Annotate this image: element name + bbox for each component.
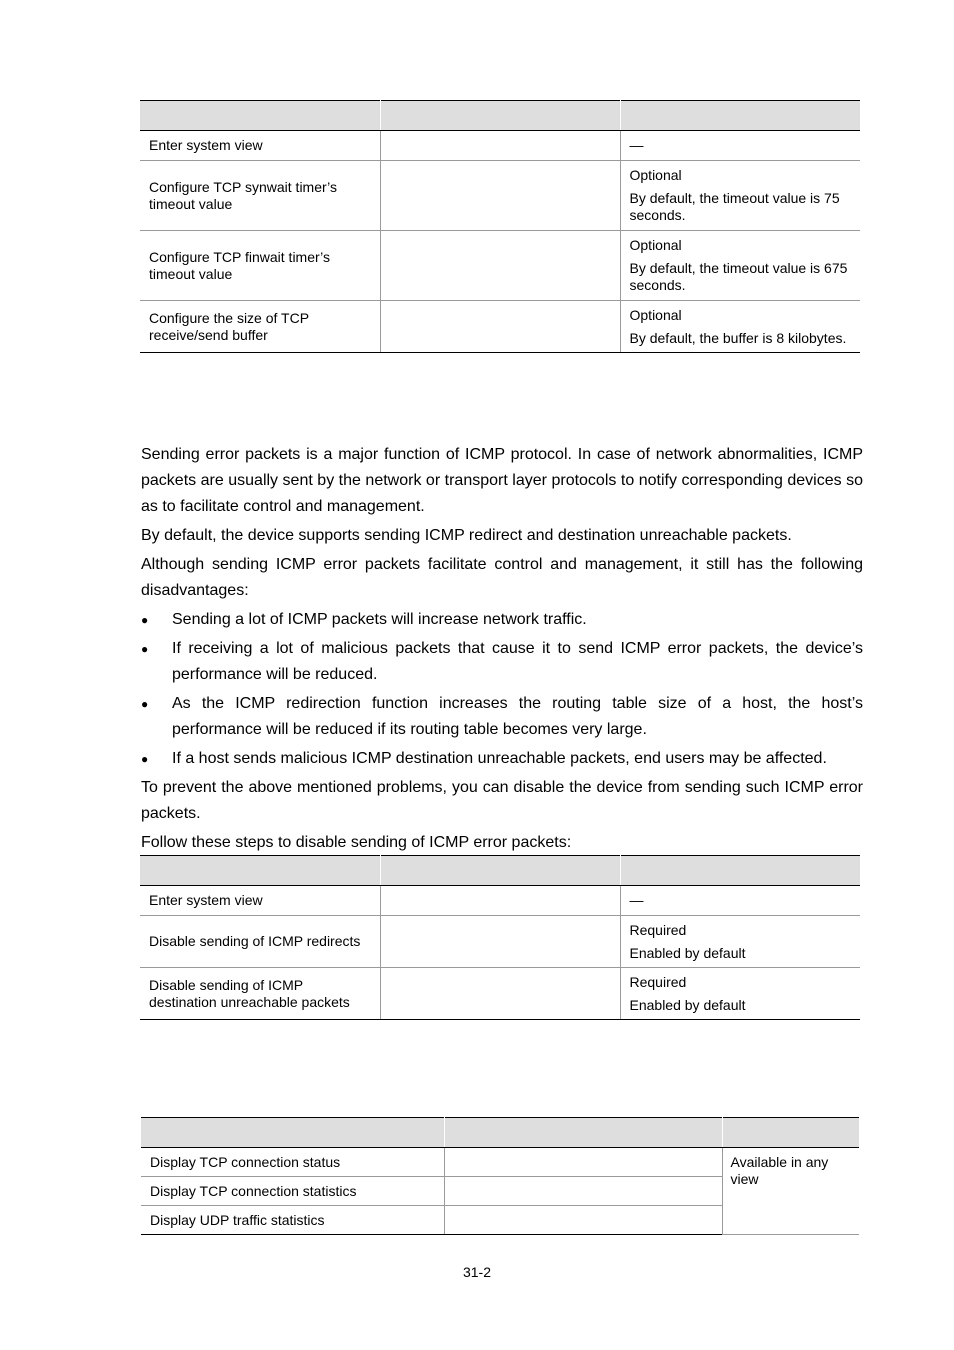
remark-line: Required xyxy=(629,974,687,990)
header-remarks xyxy=(722,1118,859,1148)
header-operation xyxy=(141,1118,444,1148)
command-cell xyxy=(380,231,620,301)
list-item xyxy=(141,636,863,688)
operation-cell: Configure the size of TCP receive/send buffer xyxy=(140,301,380,353)
operation-cell: Display TCP connection statistics xyxy=(141,1177,444,1206)
operation-cell: Configure TCP synwait timer’s timeout value xyxy=(140,161,380,231)
remarks-cell xyxy=(620,231,860,301)
operation-cell: Display TCP connection status xyxy=(141,1148,444,1177)
bullet-icon: ● xyxy=(141,613,149,627)
header-remarks xyxy=(620,101,860,131)
list-item xyxy=(141,746,863,772)
command-cell xyxy=(380,916,620,968)
table-row xyxy=(140,916,860,968)
paragraph: By default, the device supports sending ICMP redirect and destination unreachable packets. xyxy=(141,527,792,544)
list-item-text: If receiving a lot of malicious packets that cause it to send ICMP error packets, the device’s performance will be reduced. xyxy=(172,640,863,683)
list-item-text: As the ICMP redirection function increases the routing table size of a host, the host’s performance will be reduced if its routing table becomes very large. xyxy=(172,695,863,738)
command-cell xyxy=(380,301,620,353)
remark-line: Enabled by default xyxy=(629,997,746,1013)
paragraph: Sending error packets is a major function of ICMP protocol. In case of network abnormalities, ICMP packets are usually sent by the network or transport layer protocols to notify corresponding devices so as to facilitate control and management. xyxy=(141,446,863,515)
table-row xyxy=(140,968,860,1020)
remarks-cell xyxy=(620,916,860,968)
icmp-error-config-table xyxy=(140,855,860,1020)
table-row xyxy=(141,1148,859,1177)
remark-line: — xyxy=(629,892,644,908)
table-header-row xyxy=(141,1118,859,1148)
operation-cell: Enter system view xyxy=(140,131,380,161)
remarks-cell xyxy=(620,886,860,916)
remark-line: By default, the timeout value is 75 seconds. xyxy=(629,190,840,223)
command-cell xyxy=(380,161,620,231)
remark-line: Required xyxy=(629,922,687,938)
table-header-row xyxy=(140,856,860,886)
remarks-cell: Available in any view xyxy=(722,1148,859,1235)
list-item xyxy=(141,691,863,743)
remark-line: Optional xyxy=(629,307,682,323)
operation-cell: Disable sending of ICMP destination unreachable packets xyxy=(140,968,380,1020)
operation-cell: Configure TCP finwait timer’s timeout value xyxy=(140,231,380,301)
remark-line: By default, the buffer is 8 kilobytes. xyxy=(629,330,847,346)
operation-cell: Disable sending of ICMP redirects xyxy=(140,916,380,968)
remarks-cell xyxy=(620,301,860,353)
remark-line: Optional xyxy=(629,237,682,253)
header-command xyxy=(380,101,620,131)
disadvantages-list xyxy=(141,607,863,772)
command-cell xyxy=(380,886,620,916)
table-row xyxy=(140,231,860,301)
paragraph: Follow these steps to disable sending of ICMP error packets: xyxy=(141,834,572,851)
operation-cell: Display UDP traffic statistics xyxy=(141,1206,444,1235)
remark-line: Optional xyxy=(629,167,682,183)
page-number: 31-2 xyxy=(462,1264,492,1280)
remarks-cell xyxy=(620,161,860,231)
list-item-text: Sending a lot of ICMP packets will increase network traffic. xyxy=(172,611,587,628)
header-remarks xyxy=(620,856,860,886)
remark-line: — xyxy=(629,137,644,153)
remark-line: By default, the timeout value is 675 seconds. xyxy=(629,260,848,293)
command-cell xyxy=(444,1206,722,1235)
icmp-section-body xyxy=(141,442,863,859)
bullet-icon: ● xyxy=(141,697,149,711)
header-operation xyxy=(140,856,380,886)
list-item-text: If a host sends malicious ICMP destination unreachable packets, end users may be affected. xyxy=(172,750,827,767)
table-header-row xyxy=(140,101,860,131)
command-cell xyxy=(444,1177,722,1206)
command-cell xyxy=(380,968,620,1020)
bullet-icon: ● xyxy=(141,752,149,766)
paragraph: Although sending ICMP error packets facilitate control and management, it still has the following disadvantages: xyxy=(141,556,863,599)
header-operation xyxy=(140,101,380,131)
header-command xyxy=(380,856,620,886)
remarks-cell xyxy=(620,968,860,1020)
display-commands-table xyxy=(141,1117,859,1235)
table-row xyxy=(140,131,860,161)
table-row xyxy=(140,886,860,916)
remarks-cell xyxy=(620,131,860,161)
tcp-timer-config-table xyxy=(140,100,860,353)
table-row xyxy=(140,301,860,353)
paragraph: To prevent the above mentioned problems, you can disable the device from sending such ICMP error packets. xyxy=(141,779,863,822)
table-row xyxy=(140,161,860,231)
header-command xyxy=(444,1118,722,1148)
bullet-icon: ● xyxy=(141,642,149,656)
command-cell xyxy=(380,131,620,161)
list-item xyxy=(141,607,863,633)
command-cell xyxy=(444,1148,722,1177)
operation-cell: Enter system view xyxy=(140,886,380,916)
remark-line: Enabled by default xyxy=(629,945,746,961)
